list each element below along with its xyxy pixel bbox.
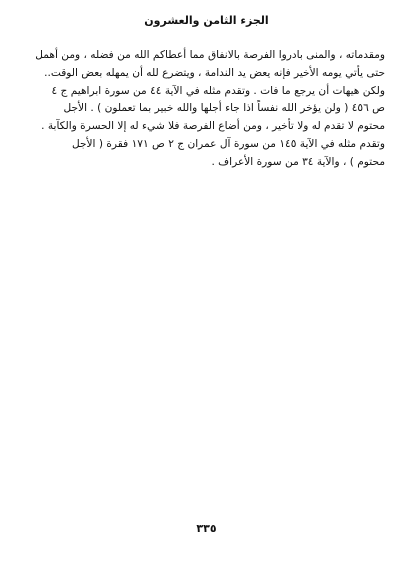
body-text [32, 47, 385, 172]
text-line: محتوم لا تقدم له ولا تأخير ، ومن أضاع الفرصة فلا شيء له إلا الحسرة والكآبة . [41, 120, 385, 133]
page-number: ٣٣٥ [196, 522, 217, 535]
text-line: محتوم ) ، والآية ٣٤ من سورة الأعراف . [211, 155, 385, 168]
text-line: ولكن هيهات أن يرجع ما فات . وتقدم مثله في الآية ٤٤ من سورة ابراهيم ج ٤ [51, 84, 385, 97]
page-header: الجزء الثامن والعشرون [144, 14, 269, 27]
text-line: وتقدم مثله في الآية ١٤٥ من سورة آل عمران ج ٢ ص ١٧١ فقرة ( الأجل [71, 137, 385, 150]
text-line: حتى يأتي يومه الأخير فإنه يعض يد الندامة ، ويتضرع لله أن يمهله بعض الوقت.. [44, 66, 385, 79]
text-line: ص ٤٥٦ ( ولن يؤخر الله نفساً اذا جاء أجلها والله خبير بما تعملون ) . الأجل [63, 102, 385, 115]
text-line: ومقدماته ، والمنى بادروا الفرصة بالانفاق مما أعطاكم الله من فضله ، ومن أهمل [35, 49, 385, 61]
